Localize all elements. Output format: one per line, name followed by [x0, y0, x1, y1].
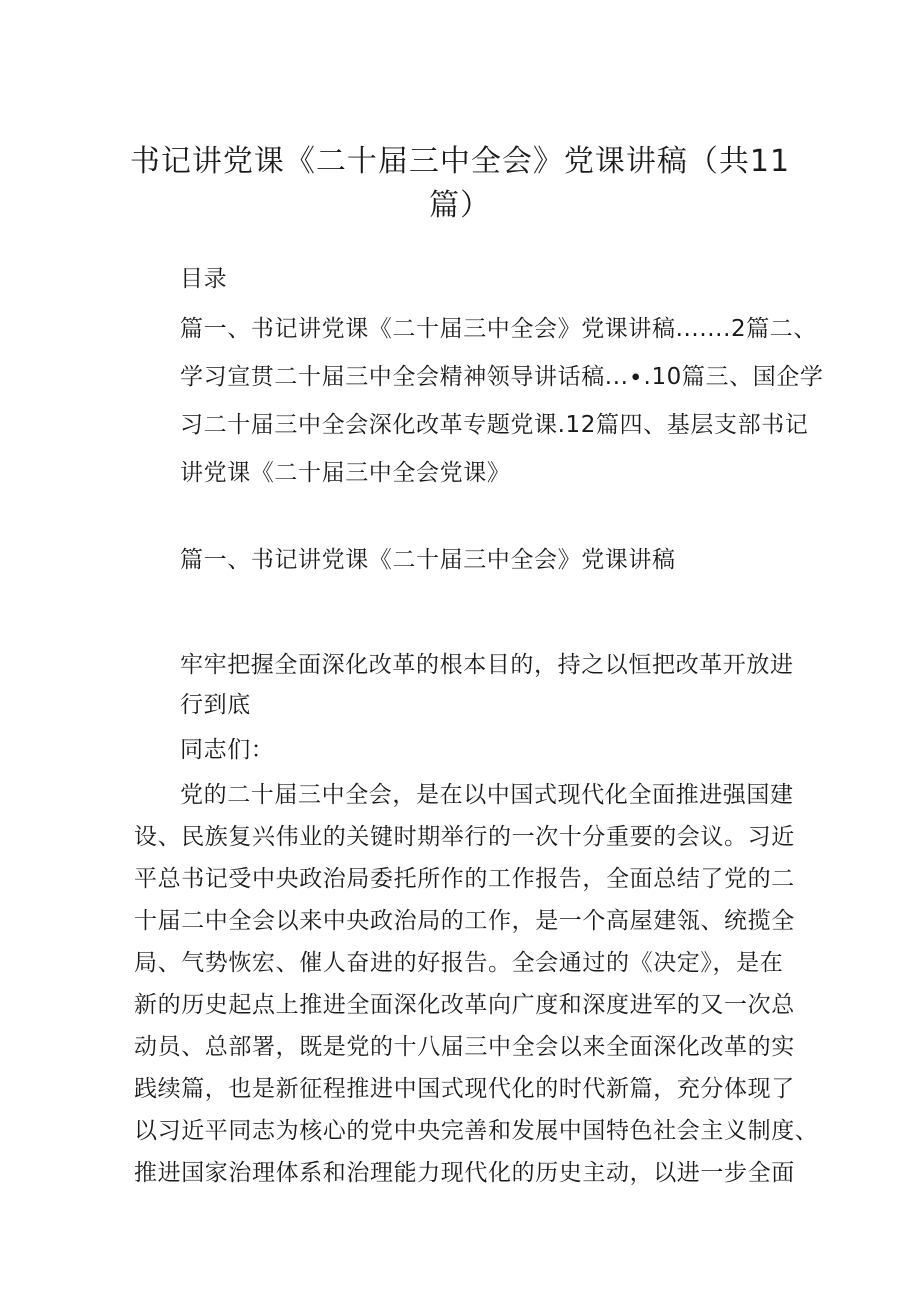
section-heading: 篇一、书记讲党课《二十届三中全会》党课讲稿 — [180, 547, 676, 573]
toc-line: 篇一、书记讲党课《二十届三中全会》党课讲稿.......2篇二、 — [180, 316, 818, 342]
body-line: 动员、总部署，既是党的十八届三中全会以来全面深化改革的实 — [134, 1034, 795, 1060]
body-line: 十届二中全会以来中央政治局的工作，是一个高屋建瓴、统揽全 — [134, 908, 795, 934]
toc-line: 习二十届三中全会深化改革专题党课.12篇四、基层支部书记 — [180, 412, 809, 438]
body-line: 平总书记受中央政治局委托所作的工作报告，全面总结了党的二 — [134, 866, 795, 892]
body-line: 设、民族复兴伟业的关键时期举行的一次十分重要的会议。习近 — [134, 824, 795, 850]
speech-title-line: 行到底 — [180, 692, 251, 718]
document-title — [110, 140, 810, 228]
body-line: 推进国家治理体系和治理能力现代化的历史主动，以进一步全面 — [134, 1160, 795, 1186]
title-line-2: 篇） — [429, 188, 491, 223]
body-line: 局、气势恢宏、催人奋进的好报告。全会通过的《决定》，是在 — [134, 950, 784, 976]
body-line: 党的二十届三中全会，是在以中国式现代化全面推进强国建 — [180, 782, 794, 808]
body-line: 以习近平同志为核心的党中央完善和发展中国特色社会主义制度、 — [134, 1118, 819, 1144]
toc-line: 学习宣贯二十届三中全会精神领导讲话稿...∙.10篇三、国企学 — [180, 364, 824, 390]
body-line: 新的历史起点上推进全面深化改革向广度和深度进军的又一次总 — [134, 992, 795, 1018]
speech-title-line: 牢牢把握全面深化改革的根本目的，持之以恒把改革开放进 — [180, 652, 794, 678]
salutation: 同志们： — [180, 737, 275, 763]
toc-line: 讲党课《二十届三中全会党课》 — [180, 460, 511, 486]
title-line-1: 书记讲党课《二十届三中全会》党课讲稿（共11 — [129, 144, 791, 179]
body-line: 践续篇，也是新征程推进中国式现代化的时代新篇，充分体现了 — [134, 1076, 795, 1102]
toc-heading: 目录 — [180, 266, 228, 292]
